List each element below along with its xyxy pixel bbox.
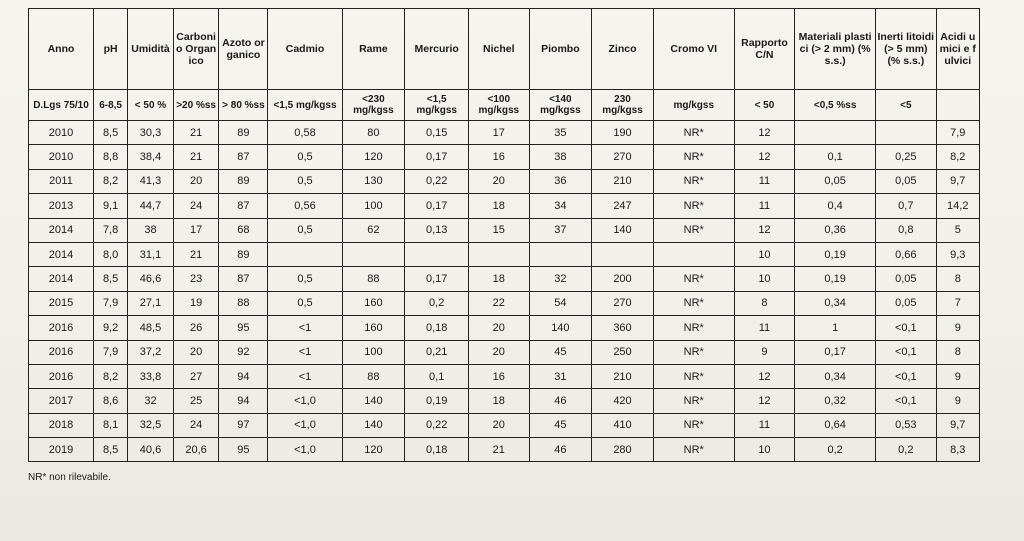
table-cell: 21 bbox=[469, 438, 529, 462]
table-cell: 8,3 bbox=[936, 438, 979, 462]
table-cell: 0,18 bbox=[405, 438, 469, 462]
table-cell: 9,7 bbox=[936, 169, 979, 193]
table-cell: <1 bbox=[268, 340, 342, 364]
table-cell: 17 bbox=[469, 121, 529, 145]
table-cell: 12 bbox=[734, 121, 794, 145]
header-row bbox=[29, 9, 980, 90]
table-cell: 21 bbox=[173, 242, 219, 266]
limit-cell: <140 mg/kgss bbox=[529, 90, 592, 121]
table-cell: 10 bbox=[734, 242, 794, 266]
table-cell: 44,7 bbox=[128, 194, 174, 218]
table-cell: 88 bbox=[219, 291, 268, 315]
table-cell: 1 bbox=[795, 316, 876, 340]
table-cell bbox=[529, 242, 592, 266]
table-cell: 2015 bbox=[29, 291, 94, 315]
table-cell: 2016 bbox=[29, 316, 94, 340]
table-cell: 0,17 bbox=[795, 340, 876, 364]
column-header: Rame bbox=[342, 9, 405, 90]
table-row bbox=[29, 218, 980, 242]
table-cell: 15 bbox=[469, 218, 529, 242]
table-cell: 40,6 bbox=[128, 438, 174, 462]
column-header: Piombo bbox=[529, 9, 592, 90]
table-cell: 8,1 bbox=[93, 413, 127, 437]
table-cell: NR* bbox=[653, 340, 734, 364]
table-cell: 140 bbox=[592, 218, 654, 242]
table-cell: 120 bbox=[342, 438, 405, 462]
table-cell bbox=[469, 242, 529, 266]
limit-cell: <5 bbox=[876, 90, 936, 121]
table-cell: 9 bbox=[936, 389, 979, 413]
table-cell: 0,21 bbox=[405, 340, 469, 364]
table-cell: 32 bbox=[128, 389, 174, 413]
table-cell: NR* bbox=[653, 291, 734, 315]
table-cell: 31,1 bbox=[128, 242, 174, 266]
table-cell: 0,25 bbox=[876, 145, 936, 169]
table-cell: 89 bbox=[219, 242, 268, 266]
table-cell: 24 bbox=[173, 413, 219, 437]
table-cell: 20 bbox=[469, 169, 529, 193]
limit-cell: <100 mg/kgss bbox=[469, 90, 529, 121]
table-cell: 8 bbox=[936, 340, 979, 364]
table-cell: 0,05 bbox=[795, 169, 876, 193]
table-row bbox=[29, 121, 980, 145]
table-cell: 17 bbox=[173, 218, 219, 242]
table-cell: 18 bbox=[469, 267, 529, 291]
table-cell: 20 bbox=[469, 316, 529, 340]
limit-cell: < 50 bbox=[734, 90, 794, 121]
table-cell: 7,9 bbox=[936, 121, 979, 145]
column-header: Cadmio bbox=[268, 9, 342, 90]
table-cell: 140 bbox=[342, 389, 405, 413]
table-cell: 200 bbox=[592, 267, 654, 291]
table-cell: <1,0 bbox=[268, 413, 342, 437]
table-cell: 0,1 bbox=[795, 145, 876, 169]
column-header: Materiali plastici (> 2 mm) (% s.s.) bbox=[795, 9, 876, 90]
table-row bbox=[29, 316, 980, 340]
table-row bbox=[29, 364, 980, 388]
table-cell: 11 bbox=[734, 169, 794, 193]
table-cell: <0,1 bbox=[876, 364, 936, 388]
table-cell: NR* bbox=[653, 438, 734, 462]
table-cell: 46 bbox=[529, 438, 592, 462]
table-cell: 25 bbox=[173, 389, 219, 413]
table-cell: NR* bbox=[653, 145, 734, 169]
column-header: Mercurio bbox=[405, 9, 469, 90]
table-row bbox=[29, 145, 980, 169]
table-cell: 360 bbox=[592, 316, 654, 340]
table-cell: 100 bbox=[342, 194, 405, 218]
table-cell: 0,19 bbox=[795, 242, 876, 266]
limit-cell: <1,5 mg/kgss bbox=[268, 90, 342, 121]
limit-cell: D.Lgs 75/10 bbox=[29, 90, 94, 121]
table-cell: 0,2 bbox=[876, 438, 936, 462]
table-cell: 2016 bbox=[29, 364, 94, 388]
table-cell: NR* bbox=[653, 169, 734, 193]
table-cell: 0,36 bbox=[795, 218, 876, 242]
table-cell: 0,34 bbox=[795, 291, 876, 315]
table-cell: 20 bbox=[469, 340, 529, 364]
footnote: NR* non rilevabile. bbox=[28, 472, 111, 483]
table-cell: 9 bbox=[936, 364, 979, 388]
table-cell: 160 bbox=[342, 291, 405, 315]
table-cell bbox=[342, 242, 405, 266]
table-cell: 68 bbox=[219, 218, 268, 242]
table-cell: 280 bbox=[592, 438, 654, 462]
column-header: Umidità bbox=[128, 9, 174, 90]
table-cell: 21 bbox=[173, 121, 219, 145]
table-cell: 20 bbox=[469, 413, 529, 437]
table-cell: 12 bbox=[734, 145, 794, 169]
table-cell: <0,1 bbox=[876, 316, 936, 340]
table-cell: 87 bbox=[219, 145, 268, 169]
table-cell: 9 bbox=[734, 340, 794, 364]
table-cell: 270 bbox=[592, 145, 654, 169]
table-cell: 0,32 bbox=[795, 389, 876, 413]
table-cell: 0,19 bbox=[795, 267, 876, 291]
table-cell: 160 bbox=[342, 316, 405, 340]
table-cell: 8,0 bbox=[93, 242, 127, 266]
table-cell: 190 bbox=[592, 121, 654, 145]
table-row bbox=[29, 438, 980, 462]
table-cell: 94 bbox=[219, 364, 268, 388]
table-cell: 18 bbox=[469, 194, 529, 218]
table-cell: 2018 bbox=[29, 413, 94, 437]
table-cell: 7,8 bbox=[93, 218, 127, 242]
table-cell: 32 bbox=[529, 267, 592, 291]
table-cell: 38 bbox=[128, 218, 174, 242]
table-cell: 0,17 bbox=[405, 267, 469, 291]
table-cell: 11 bbox=[734, 413, 794, 437]
table-cell bbox=[268, 242, 342, 266]
table-cell: 2017 bbox=[29, 389, 94, 413]
table-cell: 35 bbox=[529, 121, 592, 145]
table-cell: 8,5 bbox=[93, 121, 127, 145]
table-cell: 210 bbox=[592, 364, 654, 388]
table-cell: 31 bbox=[529, 364, 592, 388]
table-cell: 22 bbox=[469, 291, 529, 315]
column-header: Cromo VI bbox=[653, 9, 734, 90]
table-cell: 32,5 bbox=[128, 413, 174, 437]
table-cell: 247 bbox=[592, 194, 654, 218]
limit-cell: 6-8,5 bbox=[93, 90, 127, 121]
table-cell: 8,2 bbox=[93, 169, 127, 193]
table-cell: 8,8 bbox=[93, 145, 127, 169]
table-row bbox=[29, 267, 980, 291]
column-header: Acidi umici e fulvici bbox=[936, 9, 979, 90]
table-cell: 20 bbox=[173, 340, 219, 364]
table-cell: 89 bbox=[219, 121, 268, 145]
table-cell: <0,1 bbox=[876, 389, 936, 413]
table-cell: 27 bbox=[173, 364, 219, 388]
table-cell: 9 bbox=[936, 316, 979, 340]
table-cell: NR* bbox=[653, 364, 734, 388]
table-cell: 24 bbox=[173, 194, 219, 218]
column-header: Zinco bbox=[592, 9, 654, 90]
column-header: Carbonio Organico bbox=[173, 9, 219, 90]
table-cell: 41,3 bbox=[128, 169, 174, 193]
table-cell: NR* bbox=[653, 194, 734, 218]
table-cell: 8,5 bbox=[93, 267, 127, 291]
table-cell: 0,7 bbox=[876, 194, 936, 218]
table-cell: 0,66 bbox=[876, 242, 936, 266]
table-cell: 0,5 bbox=[268, 145, 342, 169]
column-header: pH bbox=[93, 9, 127, 90]
compost-analysis-table bbox=[28, 8, 980, 462]
table-cell: 2010 bbox=[29, 121, 94, 145]
table-cell: 87 bbox=[219, 267, 268, 291]
table-row bbox=[29, 291, 980, 315]
table-cell: 130 bbox=[342, 169, 405, 193]
table-cell: 9,2 bbox=[93, 316, 127, 340]
table-cell: <1 bbox=[268, 316, 342, 340]
table-cell: 8,6 bbox=[93, 389, 127, 413]
column-header: Azoto organico bbox=[219, 9, 268, 90]
table-cell: 250 bbox=[592, 340, 654, 364]
table-cell: 0,8 bbox=[876, 218, 936, 242]
table-cell: 140 bbox=[529, 316, 592, 340]
table-cell: 0,05 bbox=[876, 267, 936, 291]
limit-cell: 230 mg/kgss bbox=[592, 90, 654, 121]
table-cell: 0,58 bbox=[268, 121, 342, 145]
table-cell: 0,18 bbox=[405, 316, 469, 340]
table-cell: 54 bbox=[529, 291, 592, 315]
table-cell: 2014 bbox=[29, 242, 94, 266]
table-cell: 46 bbox=[529, 389, 592, 413]
table-cell: 0,1 bbox=[405, 364, 469, 388]
table-cell: 9,7 bbox=[936, 413, 979, 437]
table-cell: 16 bbox=[469, 364, 529, 388]
table-cell: 2010 bbox=[29, 145, 94, 169]
table-cell: 8,2 bbox=[936, 145, 979, 169]
table-cell: 0,5 bbox=[268, 218, 342, 242]
table-cell: 420 bbox=[592, 389, 654, 413]
table-cell: 0,05 bbox=[876, 291, 936, 315]
limit-cell: > 80 %ss bbox=[219, 90, 268, 121]
limits-row bbox=[29, 90, 980, 121]
column-header: Anno bbox=[29, 9, 94, 90]
table-cell: 7,9 bbox=[93, 291, 127, 315]
table-cell: 23 bbox=[173, 267, 219, 291]
table-cell: 62 bbox=[342, 218, 405, 242]
table-cell: 26 bbox=[173, 316, 219, 340]
table-cell: 95 bbox=[219, 438, 268, 462]
table-row bbox=[29, 242, 980, 266]
table-row bbox=[29, 169, 980, 193]
table-cell: 120 bbox=[342, 145, 405, 169]
limit-cell: >20 %ss bbox=[173, 90, 219, 121]
table-cell: 12 bbox=[734, 389, 794, 413]
table-cell: 88 bbox=[342, 267, 405, 291]
table-cell: 0,5 bbox=[268, 291, 342, 315]
table-cell: 0,2 bbox=[405, 291, 469, 315]
table-cell: 95 bbox=[219, 316, 268, 340]
limit-cell: <0,5 %ss bbox=[795, 90, 876, 121]
table-cell: <1,0 bbox=[268, 389, 342, 413]
table-cell: 0,22 bbox=[405, 413, 469, 437]
table-cell: 12 bbox=[734, 218, 794, 242]
table-cell: 0,2 bbox=[795, 438, 876, 462]
table-cell: 8 bbox=[734, 291, 794, 315]
table-cell: 7 bbox=[936, 291, 979, 315]
table-cell: 0,56 bbox=[268, 194, 342, 218]
table-cell: 38 bbox=[529, 145, 592, 169]
table-cell bbox=[592, 242, 654, 266]
table-cell: 0,5 bbox=[268, 267, 342, 291]
table-cell bbox=[876, 121, 936, 145]
table-cell: 0,4 bbox=[795, 194, 876, 218]
table-cell: 10 bbox=[734, 438, 794, 462]
table-cell: 11 bbox=[734, 316, 794, 340]
table-cell: NR* bbox=[653, 316, 734, 340]
table-cell: 8,2 bbox=[93, 364, 127, 388]
table-cell: 2011 bbox=[29, 169, 94, 193]
table-cell: 210 bbox=[592, 169, 654, 193]
table-cell: 88 bbox=[342, 364, 405, 388]
limit-cell: mg/kgss bbox=[653, 90, 734, 121]
table-cell: 100 bbox=[342, 340, 405, 364]
table-cell: 0,64 bbox=[795, 413, 876, 437]
table-row bbox=[29, 389, 980, 413]
table-cell: 0,13 bbox=[405, 218, 469, 242]
table-cell: 410 bbox=[592, 413, 654, 437]
table-row bbox=[29, 194, 980, 218]
limit-cell: <230 mg/kgss bbox=[342, 90, 405, 121]
table-cell bbox=[653, 242, 734, 266]
table-cell: 45 bbox=[529, 340, 592, 364]
table-cell: 11 bbox=[734, 194, 794, 218]
table-cell: 21 bbox=[173, 145, 219, 169]
table-cell: 80 bbox=[342, 121, 405, 145]
table-cell: 37 bbox=[529, 218, 592, 242]
table-cell: <1 bbox=[268, 364, 342, 388]
table-cell: 9,3 bbox=[936, 242, 979, 266]
table-row bbox=[29, 413, 980, 437]
limit-cell: <1,5 mg/kgss bbox=[405, 90, 469, 121]
column-header: Inerti litoidi (> 5 mm) (% s.s.) bbox=[876, 9, 936, 90]
table-cell: 38,4 bbox=[128, 145, 174, 169]
table-cell: 27,1 bbox=[128, 291, 174, 315]
table-cell: 2014 bbox=[29, 267, 94, 291]
table-cell: 45 bbox=[529, 413, 592, 437]
table-cell: 19 bbox=[173, 291, 219, 315]
table-row bbox=[29, 340, 980, 364]
table-cell: 18 bbox=[469, 389, 529, 413]
table-cell: <0,1 bbox=[876, 340, 936, 364]
table-cell: NR* bbox=[653, 218, 734, 242]
column-header: Rapporto C/N bbox=[734, 9, 794, 90]
limit-cell bbox=[936, 90, 979, 121]
table-cell: 5 bbox=[936, 218, 979, 242]
table-cell: 7,9 bbox=[93, 340, 127, 364]
table-cell: 2013 bbox=[29, 194, 94, 218]
table-cell: 0,17 bbox=[405, 194, 469, 218]
table-cell: NR* bbox=[653, 267, 734, 291]
table-cell: 14,2 bbox=[936, 194, 979, 218]
table-cell: 2016 bbox=[29, 340, 94, 364]
table-cell: NR* bbox=[653, 389, 734, 413]
table-cell: 140 bbox=[342, 413, 405, 437]
table-cell: 94 bbox=[219, 389, 268, 413]
table-cell: 16 bbox=[469, 145, 529, 169]
table-cell: 0,22 bbox=[405, 169, 469, 193]
column-header: Nichel bbox=[469, 9, 529, 90]
table-cell: NR* bbox=[653, 121, 734, 145]
table-cell: 8 bbox=[936, 267, 979, 291]
table-cell: 2014 bbox=[29, 218, 94, 242]
table-cell: 89 bbox=[219, 169, 268, 193]
limit-cell: < 50 % bbox=[128, 90, 174, 121]
table-cell: 92 bbox=[219, 340, 268, 364]
table-cell: 0,53 bbox=[876, 413, 936, 437]
table-cell: 12 bbox=[734, 364, 794, 388]
table-cell: 20,6 bbox=[173, 438, 219, 462]
table-cell bbox=[795, 121, 876, 145]
table-cell: 9,1 bbox=[93, 194, 127, 218]
table-cell: <1,0 bbox=[268, 438, 342, 462]
table-cell: 8,5 bbox=[93, 438, 127, 462]
table-cell: 87 bbox=[219, 194, 268, 218]
table-cell bbox=[405, 242, 469, 266]
table-cell: 0,34 bbox=[795, 364, 876, 388]
table-cell: 20 bbox=[173, 169, 219, 193]
table-cell: NR* bbox=[653, 413, 734, 437]
table-cell: 0,05 bbox=[876, 169, 936, 193]
table-cell: 0,19 bbox=[405, 389, 469, 413]
table-cell: 46,6 bbox=[128, 267, 174, 291]
table-cell: 0,17 bbox=[405, 145, 469, 169]
table-cell: 0,15 bbox=[405, 121, 469, 145]
table-cell: 10 bbox=[734, 267, 794, 291]
table-cell: 36 bbox=[529, 169, 592, 193]
table-cell: 2019 bbox=[29, 438, 94, 462]
table-cell: 34 bbox=[529, 194, 592, 218]
table-cell: 37,2 bbox=[128, 340, 174, 364]
table-cell: 97 bbox=[219, 413, 268, 437]
table-cell: 0,5 bbox=[268, 169, 342, 193]
table-cell: 270 bbox=[592, 291, 654, 315]
table-cell: 30,3 bbox=[128, 121, 174, 145]
table-cell: 48,5 bbox=[128, 316, 174, 340]
table-cell: 33,8 bbox=[128, 364, 174, 388]
